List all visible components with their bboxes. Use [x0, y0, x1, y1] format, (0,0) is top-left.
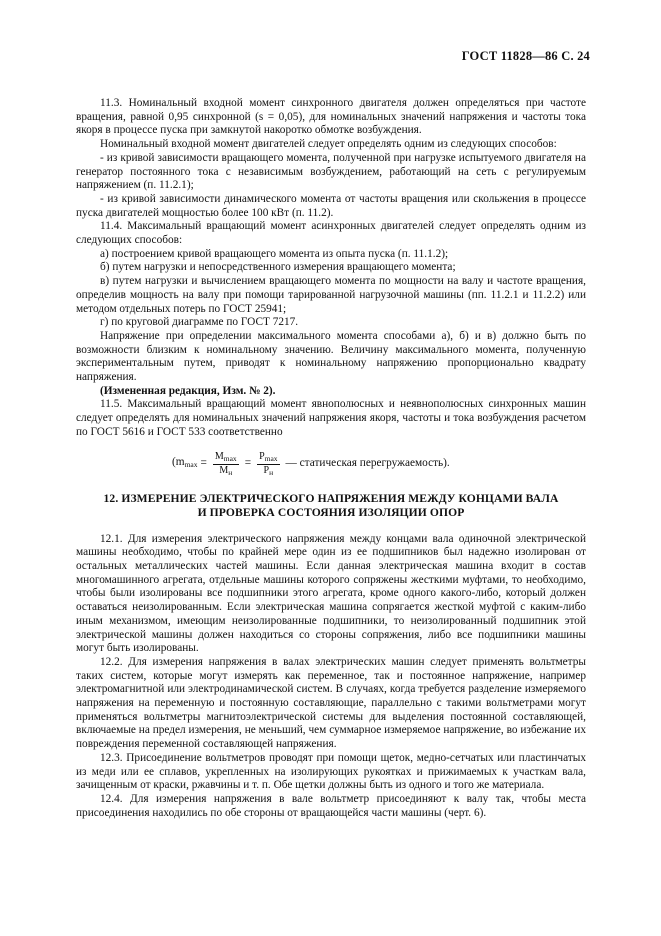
- paragraph-11-4: 11.4. Максимальный вращающий момент асинхронных двигателей следует определять одним из следующих способов:: [76, 220, 586, 247]
- list-item: - из кривой зависимости динамического момента от частоты вращения или скольжения в процессе пуска двигателей мощностью более 100 кВт (п. 11.2).: [76, 192, 586, 219]
- amendment-note: (Измененная редакция, Изм. № 2).: [100, 384, 276, 397]
- paragraph-12-1: 12.1. Для измерения электрического напряжения между концами вала одиночной электрической машины необходимо, чтобы по крайней мере один из ее подшипников был надежно изолирован от остальных металлических частей машины. Если данная электрическая машина входит в состав многомашинного агрегата, отдельные машины которого сопряжены жесткими муфтами, то необходимо, чтобы были изолированы все подшипники этого агрегата, кроме одного какого-либо, который должен оставаться неизолированным. Если электрическая машина сопрягается жесткой муфтой с каким-либо иным механизмом, имеющим неизолированные подшипники, то неизолированный подшипник этой электрической машины должен находиться со стороны сопряжения, либо все подшипники машины могут быть изолированы.: [76, 532, 586, 655]
- section-title: 12. ИЗМЕРЕНИЕ ЭЛЕКТРИЧЕСКОГО НАПРЯЖЕНИЯ МЕЖДУ КОНЦАМИ ВАЛА И ПРОВЕРКА СОСТОЯНИЯ ИЗОЛЯЦИИ ОПОР: [103, 491, 559, 519]
- fraction-power: $\frac{P_{max}}{P_н}$: [259, 450, 278, 477]
- formula-open: ($m_{max}$: [172, 456, 198, 470]
- formula-equals: =: [244, 457, 252, 470]
- document-body: [76, 97, 586, 820]
- paragraph-11-3: 11.3. Номинальный входной момент синхронного двигателя должен определяться при частоте вращения, равной 0,95 синхронной (s = 0,05), для номинальных значений напряжения и частоты тока якоря в процессе пуска при замкнутой накоротко обмотке возбуждения.: [76, 97, 586, 137]
- fraction-moment: $\frac{M_{max}}{M_н}$: [214, 450, 237, 477]
- formula-equals: =: [200, 457, 207, 470]
- paragraph-12-3: 12.3. Присоединение вольтметров проводят при помощи щеток, медно-сетчатых или пластинчатых из меди или ее сплавов, укрепленных на изолирующих рукоятках и прижимаемых к участкам вала, зачищенным от краски, ржавчины и т. п. Обе щетки должны быть из одного и того же материала.: [76, 751, 586, 792]
- list-item: а) построением кривой вращающего момента из опыта пуска (п. 11.1.2);: [100, 247, 449, 260]
- paragraph-12-4: 12.4. Для измерения напряжения в вале вольтметр присоединяют к валу так, чтобы места присоединения находились по обе стороны от вращающейся части машины (черт. 6).: [76, 792, 586, 819]
- list-item: - из кривой зависимости вращающего момента, полученной при нагрузке испытуемого двигателя на генератор постоянного тока с независимым возбуждением, работающий на сеть с регулируемым напряжением (п. 11.2.1);: [76, 151, 586, 192]
- page-header: ГОСТ 11828—86 С. 24: [461, 49, 590, 63]
- paragraph-12-2: 12.2. Для измерения напряжения в валах электрических машин следует применять вольтметры таких систем, которые могут измерять как переменное, так и постоянное напряжение, например электромагнитной или электродинамической систем. В случаях, когда требуется разделение измеряемого напряжения на переменную и постоянную составляющие, параллельно с такими вольтметрами могут применяться вольтметры магнитоэлектрической системы для выделения постоянной составляющей, включаемые на предел измерения, не меньший, чем суммарное измеряемое напряжение, во избежание их повреждения переменной составляющей напряжения.: [76, 655, 586, 751]
- list-item: б) путем нагрузки и непосредственного измерения вращающего момента;: [100, 261, 456, 274]
- paragraph-methods-intro: Номинальный входной момент двигателей следует определять одним из следующих способов:: [100, 138, 557, 151]
- list-item: г) по круговой диаграмме по ГОСТ 7217.: [100, 316, 299, 329]
- list-item: в) путем нагрузки и вычислением вращающего момента по мощности на валу и частоте вращения, определив мощность на валу при помощи тарированной нагрузочной машины (пп. 11.2.1 и 11.2.2) или методом отдельных потерь по ГОСТ 25941;: [76, 275, 586, 315]
- paragraph-11-5: 11.5. Максимальный вращающий момент явнополюсных и неявнополюсных синхронных машин следует определять для номинальных значений напряжения якоря, частоты и тока возбуждения расчетом по ГОСТ 5616 и ГОСТ 533 соответственно: [76, 398, 586, 438]
- overload-formula: [172, 451, 586, 478]
- formula-tail: — статическая перегружаемость).: [285, 457, 450, 470]
- paragraph-max-moment-voltage: Напряжение при определении максимального момента способами а), б) и в) должно быть по возможности близким к номинальному значению. Величину максимального момента, полученную экспериментальным путем, приводят к номинальному напряжению пропорционально квадрату напряжения.: [76, 329, 586, 384]
